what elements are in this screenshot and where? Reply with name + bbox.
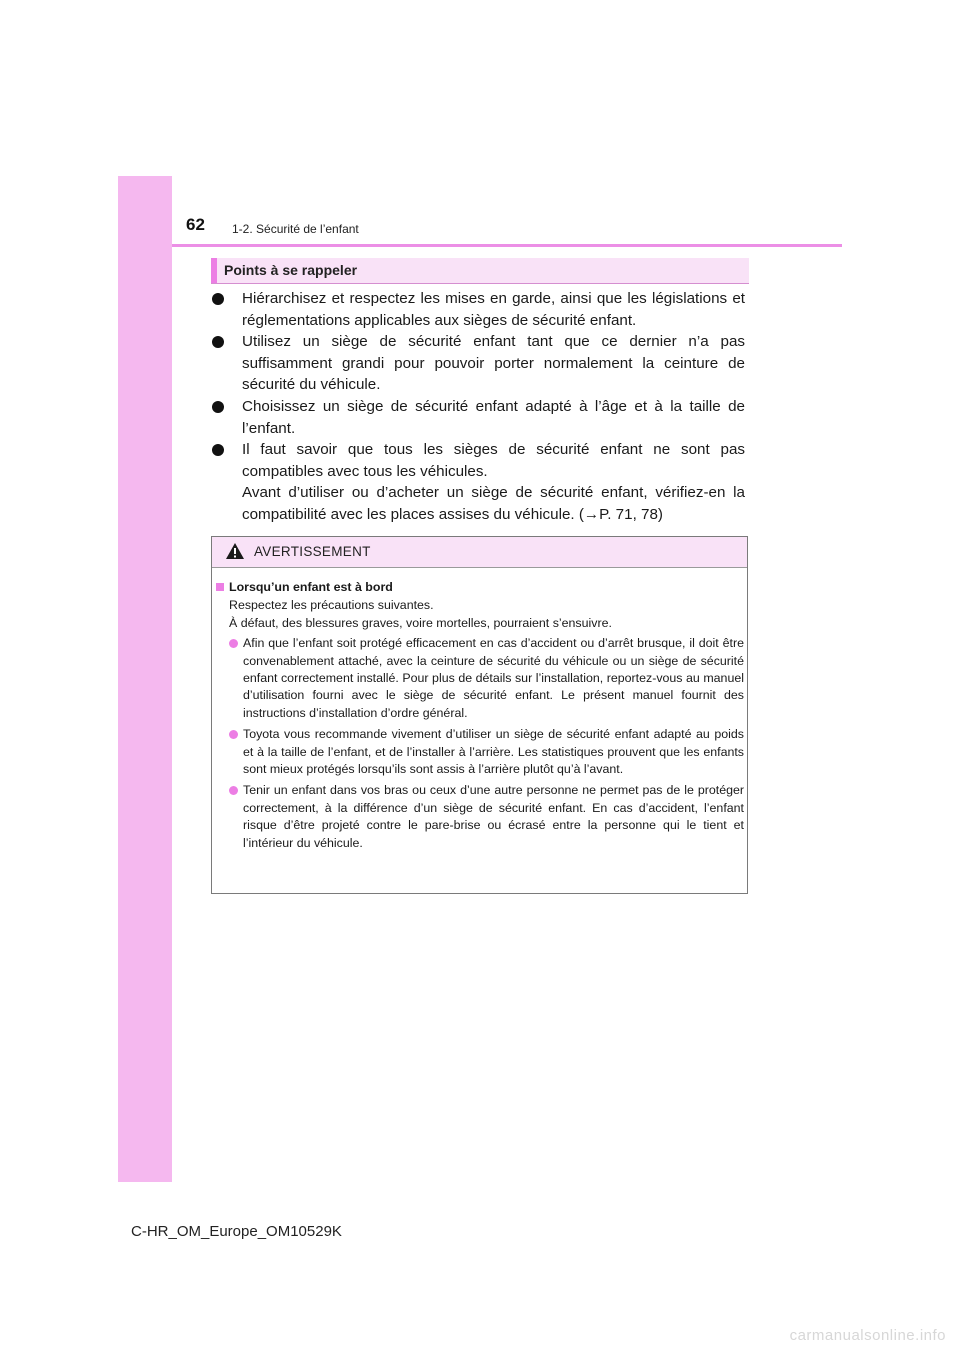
pink-bullet-icon [229, 730, 238, 739]
heading-accent-bar [211, 258, 217, 283]
warning-subheading-text: Lorsqu’un enfant est à bord [229, 580, 393, 594]
bullet-icon [212, 401, 224, 413]
pink-bullet-icon [229, 639, 238, 648]
warning-item-text: Tenir un enfant dans vos bras ou ceux d’une autre personne ne permet pas de le protéger correctement, à la différence d’un siège de sécurité enfant. En cas d’accident, l’enfant risque d’être projeté contre le pare-brise ou écrasé entre la personne qui le tient et l’intérieur du véhicule. [243, 783, 744, 850]
watermark: carmanualsonline.info [789, 1327, 946, 1344]
warning-list [216, 635, 744, 852]
points-list [212, 288, 745, 526]
warning-header [212, 537, 747, 568]
warning-item [229, 635, 744, 722]
warning-item [229, 782, 744, 852]
list-item-text: Choisissez un siège de sécurité enfant adapté à l’âge et à la taille de l’enfant. [242, 397, 745, 437]
header-rule [172, 244, 842, 247]
square-bullet-icon [216, 583, 224, 591]
list-item [212, 396, 745, 439]
list-item-text: Il faut savoir que tous les sièges de sécurité enfant ne sont pas compatibles avec tous les véhicules. [242, 441, 745, 480]
list-item [212, 288, 745, 331]
warning-item-text: Afin que l’enfant soit protégé efficacement en cas d’accident ou d’arrêt brusque, il doit être convenablement attaché, avec la ceinture de sécurité du véhicule ou un siège de sécurité enfant correctement installé. Pour plus de détails sur l’installation, reportez-vous au manuel d’utilisation fourni avec le siège de sécurité enfant. Le présent manuel fournit des instructions d’installation d’ordre général. [243, 636, 744, 720]
list-item-text: Hiérarchisez et respectez les mises en garde, ainsi que les législations et réglementations applicables aux sièges de sécurité enfant. [242, 290, 745, 329]
warning-subheading [216, 579, 744, 596]
warning-triangle-icon [225, 542, 245, 560]
points-heading-box [211, 258, 749, 284]
list-item [212, 439, 745, 525]
bullet-icon [212, 336, 224, 348]
warning-intro-line: À défaut, des blessures graves, voire mortelles, pourraient s’ensuivre. [229, 615, 612, 630]
document-code: C-HR_OM_Europe_OM10529K [131, 1223, 342, 1240]
bullet-icon [212, 293, 224, 305]
list-item-text: Utilisez un siège de sécurité enfant tant que ce dernier n’a pas suffisamment grandi pour pouvoir porter normalement la ceinture de sécurité du véhicule. [242, 333, 745, 394]
warning-item [229, 726, 744, 778]
warning-intro [216, 597, 744, 632]
section-title: 1-2. Sécurité de l’enfant [232, 222, 359, 236]
warning-label: AVERTISSEMENT [254, 544, 371, 559]
list-item [212, 331, 745, 396]
page-number: 62 [186, 215, 205, 234]
list-item-text: Avant d’utiliser ou d’acheter un siège de sécurité enfant, vérifiez-en la compatibilité avec les places assises du véhicule. (→P. 71, 78) [242, 484, 745, 523]
bullet-icon [212, 444, 224, 456]
points-heading: Points à se rappeler [224, 262, 358, 278]
warning-box [211, 536, 748, 894]
pink-bullet-icon [229, 786, 238, 795]
warning-item-text: Toyota vous recommande vivement d’utiliser un siège de sécurité enfant adapté au poids et à la taille de l’enfant, et de l’installer à l’arrière. Les statistiques prouvent que les enfants sont mieux protégés lorsqu’ils sont assis à l’arrière plutôt qu’à l’avant. [243, 727, 744, 777]
warning-body [216, 579, 744, 856]
chapter-side-band [118, 176, 172, 1182]
warning-intro-line: Respectez les précautions suivantes. [229, 598, 434, 613]
